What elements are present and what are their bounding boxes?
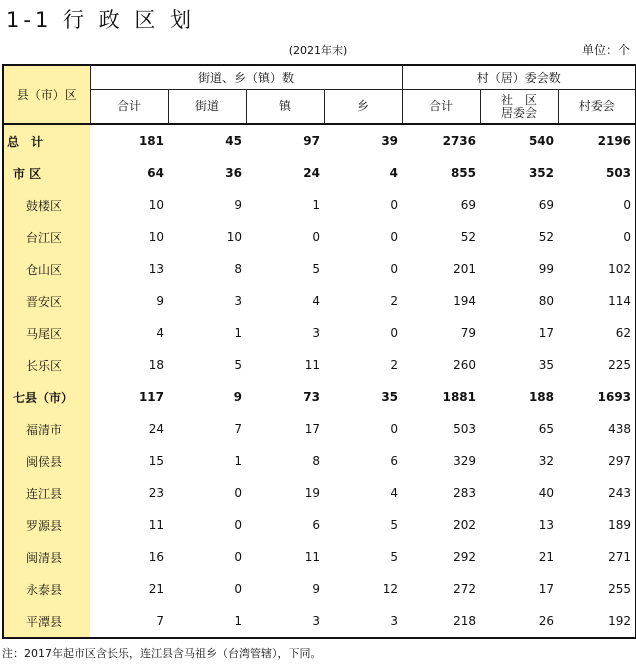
table-cell: 18 [148,358,164,372]
table-cell: 7 [234,422,242,436]
header-sub-total-a: 合计 [90,90,168,125]
table-cell: 0 [312,230,320,244]
table-row [3,445,636,477]
table-row [3,509,636,541]
table-cell: 11 [304,358,320,372]
row-label: 七县（市） [3,381,90,413]
table-cell: 218 [402,605,480,638]
table-row [3,124,636,157]
table-cell: 181 [138,134,164,148]
table-cell: 79 [460,326,477,340]
table-cell: 80 [538,294,555,308]
table-cell: 1693 [597,390,632,404]
row-label: 晋安区 [3,285,90,317]
table-cell: 283 [453,486,477,500]
page-title: 1-1 行 政 区 划 [6,8,196,32]
row-label: 长乐区 [3,349,90,381]
admin-division-table [2,64,636,639]
header-region: 县（市）区 [3,65,90,124]
table-row [3,317,636,349]
table-cell: 3 [246,605,324,638]
table-cell: 45 [225,134,242,148]
table-cell: 8 [234,262,242,276]
table-cell: 0 [390,326,399,340]
row-label: 闽侯县 [3,445,90,477]
table-cell: 352 [528,166,555,180]
table-cell: 4 [156,326,164,340]
row-label: 台江区 [3,221,90,253]
table-row [3,157,636,189]
table-cell: 272 [453,582,477,596]
table-row [3,541,636,573]
table-cell: 225 [608,358,632,372]
table-cell: 1 [234,326,242,340]
table-cell: 1 [312,198,320,212]
table-cell: 1 [234,454,242,468]
table-cell: 0 [390,230,399,244]
row-label: 永泰县 [3,573,90,605]
table-cell: 17 [538,326,555,340]
unit-label: 单位：个 [581,43,630,57]
table-cell: 1881 [442,390,477,404]
table-cell: 26 [480,605,558,638]
table-cell: 9 [234,198,242,212]
table-row [3,253,636,285]
table-cell: 2736 [442,134,477,148]
year-note: (2021年末) [288,44,348,57]
table-cell: 2 [390,358,399,372]
row-label: 总 计 [3,124,90,157]
table-row [3,349,636,381]
table-cell: 16 [148,550,164,564]
table-cell: 297 [608,454,632,468]
table-cell: 5 [390,550,399,564]
header-group-committees: 村（居）委会数 [402,65,636,90]
table-cell: 3 [312,326,320,340]
table-cell: 73 [303,390,320,404]
table-cell: 189 [608,518,632,532]
header-sub-community: 社 区 居委会 [480,90,558,125]
footnote: 注：2017年起市区含长乐，连江县含马祖乡（台湾管辖），下同。 [2,647,322,660]
table-cell: 9 [156,294,164,308]
row-label: 仓山区 [3,253,90,285]
table-cell: 21 [148,582,164,596]
table-cell: 35 [538,358,555,372]
table-cell: 4 [390,486,399,500]
header-sub-town: 镇 [246,90,324,125]
table-cell: 11 [304,550,320,564]
table-cell: 2 [390,294,399,308]
table-cell: 5 [234,358,242,372]
table-cell: 0 [390,262,399,276]
table-row [3,285,636,317]
table-cell: 117 [138,390,164,404]
row-label: 鼓楼区 [3,189,90,221]
table-cell: 329 [453,454,477,468]
table-cell: 271 [608,550,632,564]
table-cell: 36 [225,166,242,180]
table-cell: 40 [538,486,555,500]
table-cell: 39 [381,134,399,148]
table-cell: 2196 [597,134,632,148]
table-cell: 6 [390,454,399,468]
table-cell: 19 [304,486,320,500]
row-label: 平潭县 [3,605,90,638]
header-sub-street: 街道 [168,90,246,125]
table-cell: 9 [312,582,320,596]
table-row [3,381,636,413]
table-row [3,221,636,253]
row-label: 福清市 [3,413,90,445]
table-cell: 201 [453,262,477,276]
table-cell: 13 [538,518,555,532]
table-cell: 11 [148,518,164,532]
table-row [3,605,636,638]
table-cell: 0 [390,198,399,212]
table-cell: 102 [608,262,632,276]
table-cell: 97 [303,134,320,148]
table-row [3,189,636,221]
table-cell: 114 [608,294,632,308]
table-cell: 17 [304,422,320,436]
table-cell: 6 [312,518,320,532]
table-cell: 17 [538,582,555,596]
table-cell: 3 [324,605,402,638]
table-cell: 69 [460,198,477,212]
header-sub-total-b: 合计 [402,90,480,125]
table-cell: 0 [234,486,242,500]
table-cell: 62 [615,326,632,340]
table-cell: 65 [538,422,555,436]
table-cell: 8 [312,454,320,468]
table-cell: 10 [226,230,242,244]
table-cell: 5 [312,262,320,276]
table-cell: 13 [148,262,164,276]
table-cell: 255 [608,582,632,596]
table-cell: 21 [538,550,555,564]
table-cell: 4 [389,166,399,180]
table-row [3,573,636,605]
table-cell: 24 [148,422,164,436]
table-cell: 540 [528,134,555,148]
table-row [3,413,636,445]
table-cell: 99 [538,262,555,276]
table-cell: 503 [453,422,477,436]
row-label: 马尾区 [3,317,90,349]
table-cell: 3 [234,294,242,308]
table-cell: 0 [234,550,242,564]
row-label: 闽清县 [3,541,90,573]
table-cell: 52 [460,230,477,244]
table-cell: 1 [168,605,246,638]
table-cell: 192 [558,605,636,638]
table-cell: 15 [148,454,164,468]
table-cell: 24 [303,166,320,180]
header-group-street-township: 街道、乡（镇）数 [90,65,402,90]
header-sub-village: 村委会 [558,90,636,125]
table-cell: 202 [453,518,477,532]
row-label: 市 区 [3,157,90,189]
table-cell: 194 [453,294,477,308]
table-cell: 35 [381,390,399,404]
table-cell: 32 [538,454,555,468]
table-cell: 0 [623,230,632,244]
table-cell: 0 [623,198,632,212]
table-cell: 260 [453,358,477,372]
table-cell: 438 [608,422,632,436]
row-label: 罗源县 [3,509,90,541]
table-cell: 188 [528,390,555,404]
table-cell: 292 [453,550,477,564]
header-sub-township: 乡 [324,90,402,125]
table-cell: 12 [382,582,399,596]
table-cell: 5 [390,518,399,532]
table-cell: 0 [234,582,242,596]
table-cell: 10 [148,230,164,244]
table-row [3,477,636,509]
row-label: 连江县 [3,477,90,509]
table-cell: 4 [312,294,320,308]
table-cell: 64 [147,166,164,180]
table-cell: 23 [148,486,164,500]
table-cell: 243 [608,486,632,500]
table-cell: 52 [538,230,555,244]
table-cell: 855 [450,166,477,180]
table-cell: 7 [90,605,168,638]
table-cell: 9 [233,390,242,404]
table-cell: 10 [148,198,164,212]
table-cell: 69 [538,198,555,212]
table-cell: 503 [605,166,632,180]
table-cell: 0 [234,518,242,532]
table-cell: 0 [390,422,399,436]
